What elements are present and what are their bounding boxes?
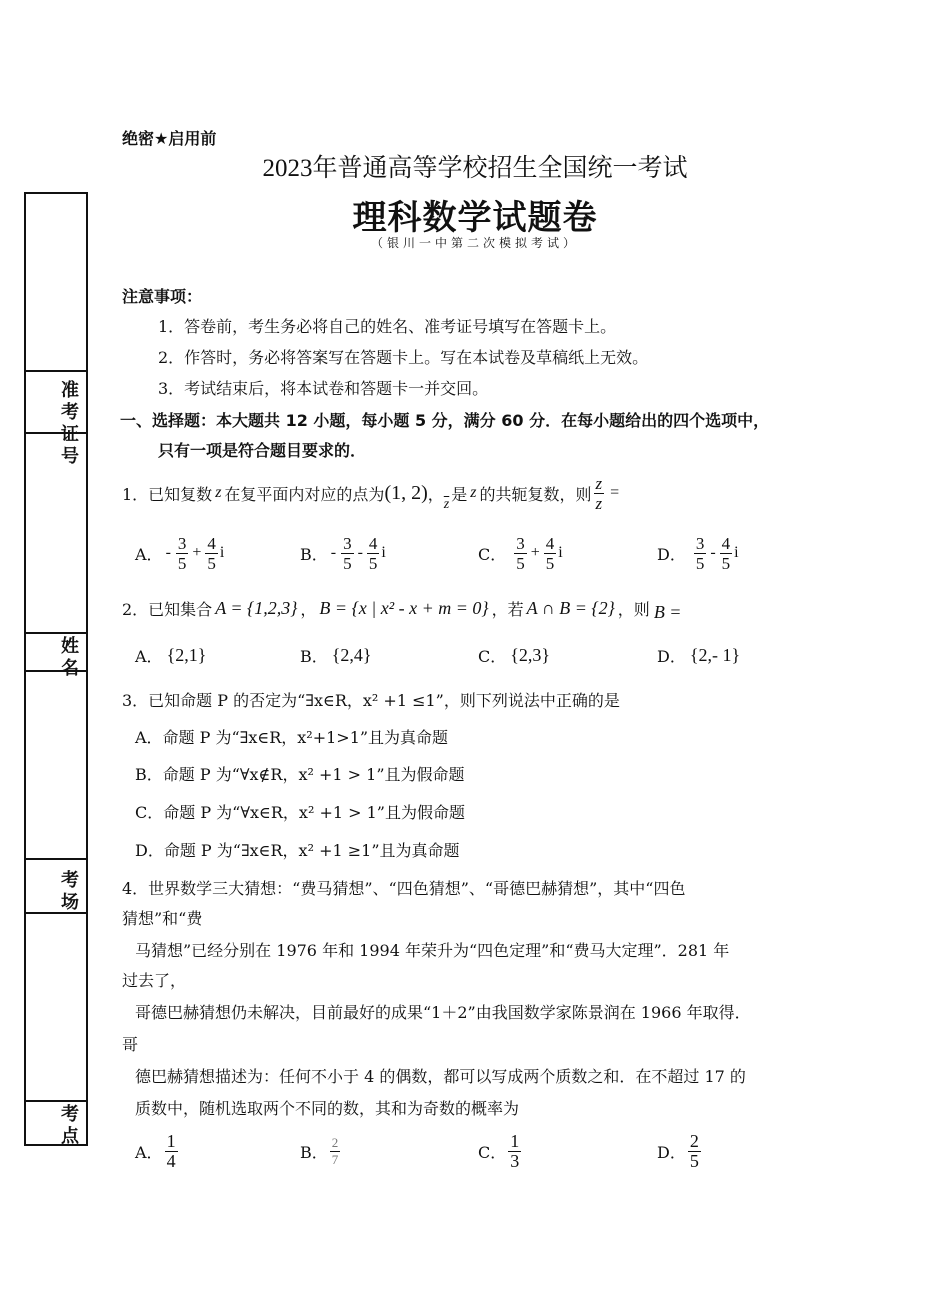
option-fraction-den: 4 [166, 1150, 176, 1171]
binding-strip [24, 192, 88, 1146]
option-fraction-num: 1 [510, 1130, 520, 1151]
option-fraction-num: 4 [721, 533, 731, 553]
q3-option-b: B．命题 P 为“∀x∉R，x² +1 > 1”且为假命题 [135, 765, 465, 784]
notice-item: 2．作答时，务必将答案写在答题卡上。写在本试卷及草稿纸上无效。 [158, 348, 649, 367]
question-4-line: 质数中，随机选取两个不同的数，其和为奇数的概率为 [135, 1099, 520, 1118]
option-label: B． [300, 544, 328, 564]
strip-admission-label: 准考证号 [61, 380, 79, 467]
option-label: C． [478, 646, 507, 666]
question-1: 1．已知复数 z 在复平面内对应的点为 (1, 2) ， $\overline{z}$ 是 z 的共轭复数，则 $\frac{z}{z}$ = [122, 473, 620, 513]
option-fraction [544, 534, 557, 573]
question-2: 2．已知集合 A = {1,2,3} ， B = {x | x² - x + m = 0} ，若 A ∩ B = {2} ，则 B = [122, 597, 682, 622]
option-operator: + [192, 544, 202, 561]
option-fraction-den: 5 [368, 553, 378, 573]
question-4-line: 过去了， [122, 971, 187, 990]
question-4-line: 哥 [122, 1035, 139, 1054]
option-sign: - [330, 544, 337, 561]
option-fraction-den: 5 [689, 1150, 699, 1171]
option-fraction-num: 3 [177, 533, 187, 553]
option-operator: + [530, 544, 540, 561]
option-fraction [694, 534, 707, 573]
q1-option-b [300, 530, 386, 576]
option-fraction-den: 5 [695, 553, 705, 573]
section-heading: 一、选择题：本大题共 12 小题，每小题 5 分，满分 60 分．在每小题给出的四个选项中， [120, 411, 770, 430]
option-imaginary: i [734, 544, 739, 561]
secret-mark: 绝密★启用前 [122, 129, 217, 148]
option-imaginary: i [381, 544, 386, 561]
strip-site-label: 考点 [61, 1104, 79, 1147]
q1-fraction: $\frac{z}{z}$ [595, 473, 603, 513]
notice-item: 3．考试结束后，将本试卷和答题卡一并交回。 [158, 379, 489, 398]
question-4-line: 猜想”和“费 [122, 909, 203, 928]
option-fraction-num: 2 [689, 1130, 699, 1151]
q3-option-a: A．命题 P 为“∃x∈R，x²+1>1”且为真命题 [135, 728, 449, 747]
q4-option-c [478, 1126, 523, 1176]
option-operator: - [357, 544, 363, 561]
option-fraction-den: 5 [545, 553, 555, 573]
q1-option-a [135, 530, 224, 576]
question-4-line: 4．世界数学三大猜想：“费马猜想”、“四色猜想”、“哥德巴赫猜想”，其中“四色 [122, 879, 686, 898]
option-fraction-num: 1 [166, 1130, 176, 1151]
q2-option-c [478, 640, 550, 670]
option-fraction-den: 5 [177, 553, 187, 573]
exam-title: 2023年普通高等学校招生全国统一考试 [262, 155, 688, 182]
q2-option-b [300, 640, 372, 670]
option-fraction-num: 3 [343, 533, 352, 553]
option-fraction [688, 1132, 701, 1171]
option-fraction-den: 5 [343, 553, 352, 573]
option-value: {2,4} [331, 644, 372, 665]
option-label: A． [135, 544, 163, 564]
option-operator: - [710, 544, 716, 561]
option-label: B． [300, 646, 328, 666]
option-fraction-num: 4 [545, 533, 555, 553]
set-b: B = {x | x² - x + m = 0} [319, 597, 489, 618]
option-label: C． [478, 1142, 507, 1162]
option-fraction-num: 2 [331, 1134, 339, 1150]
option-value: {2,1} [166, 644, 207, 665]
set-condition: A ∩ B = {2} [526, 597, 615, 618]
option-sign: - [165, 544, 171, 561]
option-fraction [330, 1135, 341, 1168]
option-fraction-num: 4 [207, 533, 216, 553]
option-imaginary: i [558, 544, 563, 561]
q2-option-d [657, 640, 740, 670]
strip-name-label: 姓名 [61, 636, 79, 679]
option-value: {2,3} [510, 644, 551, 665]
option-fraction [165, 1132, 178, 1171]
exam-note: （银川一中第二次模拟考试） [370, 236, 579, 250]
option-fraction [205, 534, 218, 573]
option-fraction-num: 3 [516, 533, 525, 553]
strip-room-label: 考场 [61, 870, 79, 913]
notice-item: 1．答卷前，考生务必将自己的姓名、准考证号填写在答题卡上。 [158, 317, 617, 336]
option-fraction-num: 4 [368, 533, 378, 553]
option-label: A． [135, 646, 163, 666]
q4-option-a [135, 1126, 180, 1176]
option-value: {2,- 1} [689, 644, 741, 665]
option-fraction [367, 534, 380, 573]
q2-option-a [135, 640, 206, 670]
option-label: D． [657, 646, 686, 666]
option-fraction-den: 3 [510, 1150, 520, 1171]
option-fraction-den: 5 [207, 553, 216, 573]
q1-option-d [657, 530, 739, 576]
option-fraction [720, 534, 733, 573]
q3-option-c: C．命题 P 为“∀x∈R，x² +1 > 1”且为假命题 [135, 803, 465, 822]
option-fraction [341, 534, 354, 573]
option-label: B． [300, 1142, 328, 1162]
question-4-line: 德巴赫猜想描述为：任何不小于 4 的偶数，都可以写成两个质数之和．在不超过 17 的 [135, 1067, 746, 1086]
question-3: 3．已知命题 P 的否定为“∃x∈R，x² +1 ≤1”，则下列说法中正确的是 [122, 691, 620, 710]
paper-title: 理科数学试题卷 [352, 198, 598, 238]
section-heading-cont: 只有一项是符合题目要求的． [158, 441, 367, 460]
option-fraction [508, 1132, 521, 1171]
q4-option-b [300, 1126, 342, 1176]
option-imaginary: i [219, 544, 225, 561]
q4-option-d [657, 1126, 703, 1176]
option-label: D． [657, 544, 686, 564]
option-fraction-den: 5 [721, 553, 731, 573]
option-fraction-den: 7 [331, 1151, 339, 1167]
notice-heading: 注意事项： [122, 287, 203, 306]
option-label: D． [657, 1142, 686, 1162]
option-fraction [176, 534, 189, 573]
option-label: C． [478, 544, 507, 564]
option-fraction-den: 5 [516, 553, 525, 573]
q3-option-d: D．命题 P 为“∃x∈R，x² +1 ≥1”且为真命题 [135, 841, 460, 860]
option-label: A． [135, 1142, 163, 1162]
set-a: A = {1,2,3} [215, 597, 298, 618]
question-4-line: 哥德巴赫猜想仍未解决，目前最好的成果“1＋2”由我国数学家陈景润在 1966 年取得． [135, 1003, 751, 1022]
question-4-line: 马猜想”已经分别在 1976 年和 1994 年荣升为“四色定理”和“费马大定理”．281 年 [135, 941, 730, 960]
q1-option-c [478, 530, 563, 576]
option-fraction [514, 534, 527, 573]
option-fraction-num: 3 [695, 533, 705, 553]
